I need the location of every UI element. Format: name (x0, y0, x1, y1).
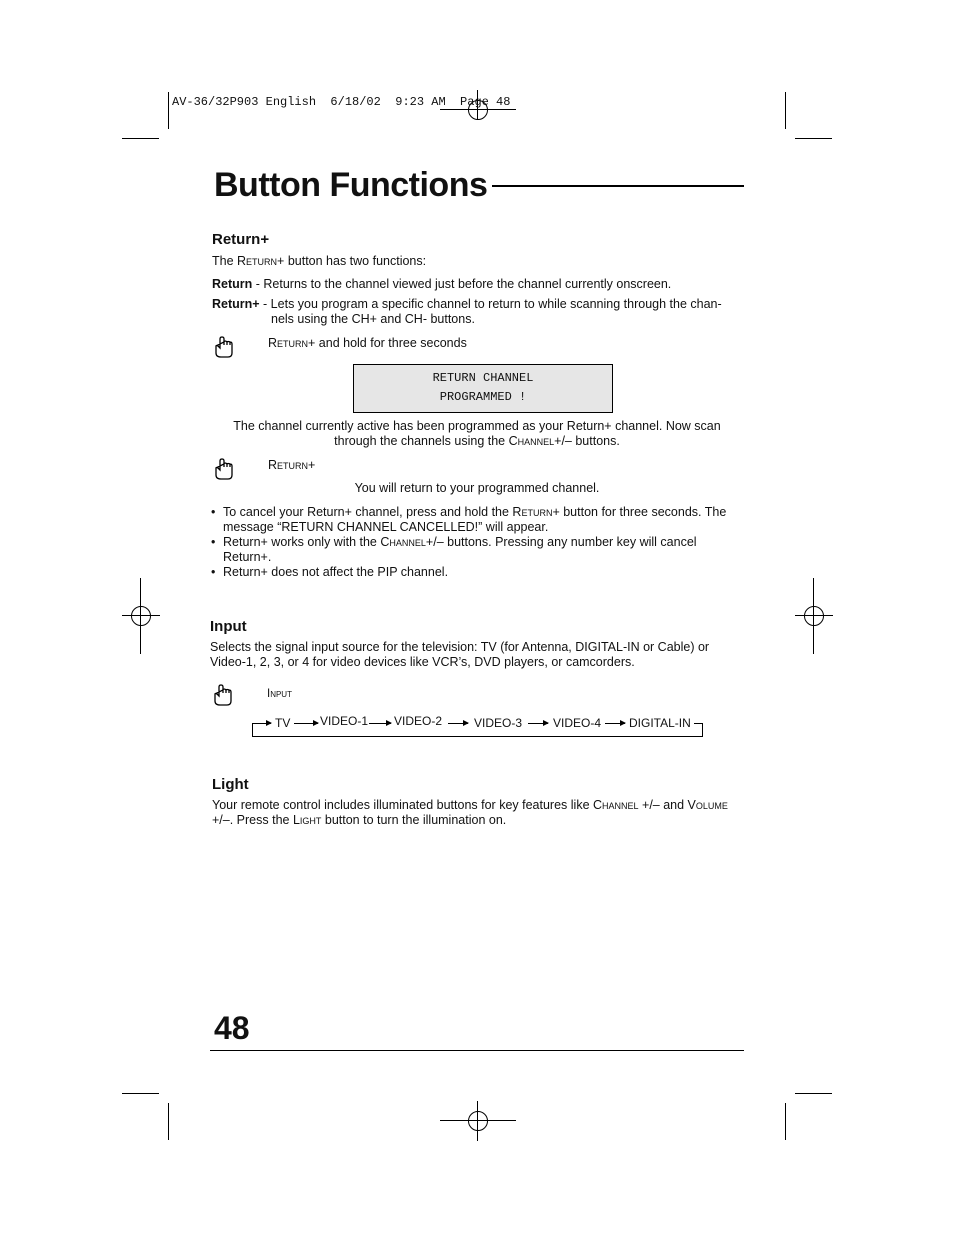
return-result: You will return to your programmed channel. (354, 481, 600, 495)
return-definition: Return - Returns to the channel viewed just before the channel currently onscreen. (212, 277, 672, 291)
flow-loop-line (702, 723, 703, 737)
flow-label: VIDEO-1 (320, 714, 369, 728)
print-slug: AV-36/32P903 English 6/18/02 9:23 AM Page 48 (172, 95, 511, 109)
flow-label: TV (275, 716, 291, 730)
button-name: Return+ (237, 254, 285, 268)
crop-mark (168, 1103, 169, 1140)
input-cycle-diagram (252, 714, 704, 738)
return-intro: The Return+ button has two functions: (212, 254, 427, 268)
crop-mark (122, 1093, 159, 1094)
page-number: 48 (214, 1010, 250, 1046)
flow-arrow (605, 723, 625, 724)
flow-loop-line (694, 723, 703, 724)
button-name: Channel (380, 535, 426, 549)
crop-mark (785, 1103, 786, 1140)
crop-mark (122, 138, 159, 139)
registration-mark-icon (440, 1083, 516, 1159)
flow-label: DIGITAL-IN (629, 716, 691, 730)
flow-label: VIDEO-4 (553, 716, 602, 730)
flow-label: VIDEO-3 (474, 716, 523, 730)
osd-line: RETURN CHANNEL (432, 371, 534, 385)
section-heading-light: Light (212, 776, 249, 793)
title-rule (492, 185, 744, 187)
hand-press-icon (213, 458, 235, 480)
button-name: Return+ (512, 505, 560, 519)
return-plus-definition-cont: nels using the CH+ and CH- buttons. (271, 312, 475, 326)
crop-mark (168, 92, 169, 129)
registration-mark-icon (440, 72, 516, 148)
step-return-press: Return+ (268, 458, 316, 472)
light-description: Your remote control includes illuminated buttons for key features like Channel +/– and Volume +/–. Press the Light button to turn the illumination on. (212, 798, 728, 827)
button-name: Return+ (268, 336, 316, 350)
button-name: Volume (687, 798, 728, 812)
hand-press-icon (212, 684, 234, 706)
crop-mark (795, 138, 832, 139)
section-heading-return: Return+ (212, 231, 270, 248)
hand-press-icon (213, 336, 235, 358)
osd-line: PROGRAMMED ! (439, 390, 527, 404)
section-heading-input: Input (210, 618, 247, 635)
button-name: Light (292, 813, 322, 827)
page-title: Button Functions (214, 166, 488, 204)
flow-arrow (448, 723, 468, 724)
crop-mark (795, 1093, 832, 1094)
step-return-hold: Return+ and hold for three seconds (268, 336, 467, 350)
return-plus-definition: Return+ - Lets you program a specific channel to return to while scanning through the chan- (212, 297, 722, 311)
flow-label: VIDEO-2 (394, 714, 443, 728)
button-name: Channel (593, 798, 639, 812)
step-input-press: Input (267, 688, 292, 700)
crop-mark (785, 92, 786, 129)
onscreen-display-box (353, 364, 613, 413)
footer-rule (210, 1050, 744, 1051)
flow-loop-line (252, 736, 703, 737)
flow-arrow (528, 723, 548, 724)
return-explanation: The channel currently active has been programmed as your Return+ channel. Now scan through the channels using the Channel+/– buttons. (233, 419, 721, 448)
flow-arrow (253, 723, 271, 724)
registration-mark-icon (795, 578, 833, 654)
registration-mark-icon (122, 578, 160, 654)
flow-arrow (294, 723, 318, 724)
input-description: Selects the signal input source for the television: TV (for Antenna, DIGITAL-IN or Cable) or Video-1, 2, 3, or 4 for video devices like VCR’s, DVD players, or camcorders. (210, 640, 710, 669)
flow-arrow (369, 723, 391, 724)
flow-loop-line (252, 723, 253, 737)
button-name: Channel (508, 434, 555, 448)
